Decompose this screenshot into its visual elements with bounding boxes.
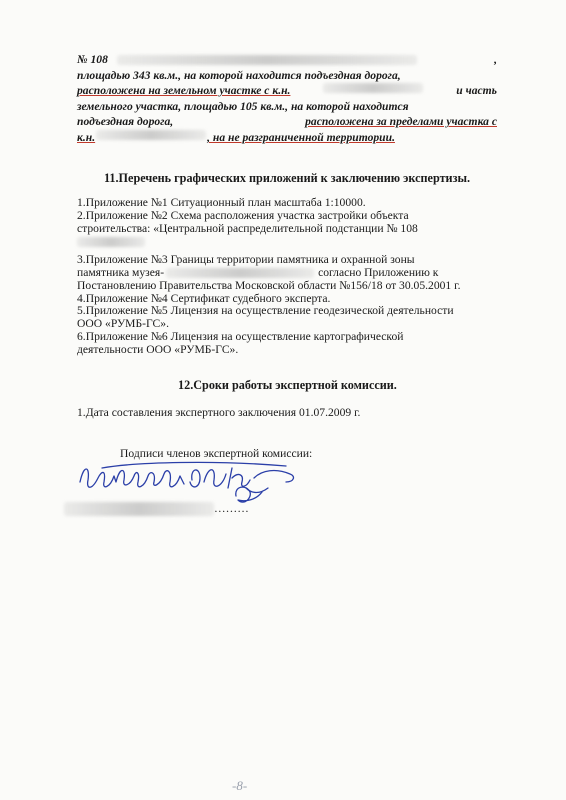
appendix-list: [77, 197, 517, 357]
list-item: деятельности ООО «РУМБ-ГС».: [77, 342, 239, 356]
list-item: 3.Приложение №3 Границы территории памятника и охранной зоны: [77, 253, 415, 267]
intro-line-5: [77, 114, 497, 130]
redacted-text: [117, 55, 417, 65]
list-item: 2.Приложение №2 Схема расположения участка застройки объекта: [77, 208, 409, 222]
report-date: 1.Дата составления экспертного заключения 01.07.2009 г.: [77, 406, 361, 419]
intro-line-3: [77, 83, 497, 99]
intro-line-2: [77, 68, 497, 84]
access-road-text: подъездная дорога,: [77, 115, 174, 129]
intro-paragraph: [77, 52, 497, 146]
signature-dots: ………: [214, 502, 249, 515]
area-text: площадью 343 кв.м., на которой находится подъездная дорога,: [77, 68, 401, 82]
redacted-text: [77, 237, 145, 247]
undelimited-territory-text: , на не разграниченной территории.: [207, 130, 395, 144]
redacted-museum-name: [166, 268, 314, 278]
intro-line-1: [77, 52, 497, 68]
redacted-signature-name: [64, 502, 214, 516]
list-item: 5.Приложение №5 Лицензия на осуществление геодезической деятельности: [77, 304, 454, 318]
page-number: -8-: [232, 778, 248, 793]
and-part-text: и часть: [456, 84, 497, 98]
signatures-caption: Подписи членов экспертной комиссии:: [120, 447, 313, 460]
list-item: Постановлению Правительства Московской области №156/18 от 30.05.2001 г.: [77, 278, 461, 292]
list-item: 1.Приложение №1 Ситуационный план масштаба 1:10000.: [77, 196, 366, 209]
according-text: согласно Приложению к: [318, 265, 439, 279]
redacted-cadastral-number-2: [96, 130, 206, 140]
list-item: [77, 235, 517, 248]
section-12-title: 12.Сроки работы экспертной комиссии.: [178, 378, 397, 392]
cadastral-prefix: к.н.: [77, 130, 96, 144]
list-item: строительства: «Центральной распределительной подстанции № 108: [77, 221, 418, 235]
land-part-text: земельного участка, площадью 105 кв.м., на которой находится: [77, 99, 409, 113]
intro-line-4: [77, 99, 497, 115]
intro-line-6: [77, 130, 497, 146]
museum-prefix: памятника музея-: [77, 265, 165, 279]
underlined-outside-text: расположена за пределами участка с: [305, 115, 497, 129]
list-item: 4.Приложение №4 Сертификат судебного эксперта.: [77, 291, 331, 305]
object-number: № 108: [77, 53, 108, 66]
underlined-location: расположена на земельном участке с к.н.: [77, 84, 291, 98]
list-item: 6.Приложение №6 Лицензия на осуществление картографической: [77, 329, 404, 343]
comma: ,: [494, 53, 497, 66]
section-11-title: 11.Перечень графических приложений к заключению экспертизы.: [104, 171, 471, 185]
redacted-cadastral-number: [323, 83, 423, 93]
list-item: [77, 267, 517, 280]
list-item: ООО «РУМБ-ГС».: [77, 317, 169, 331]
